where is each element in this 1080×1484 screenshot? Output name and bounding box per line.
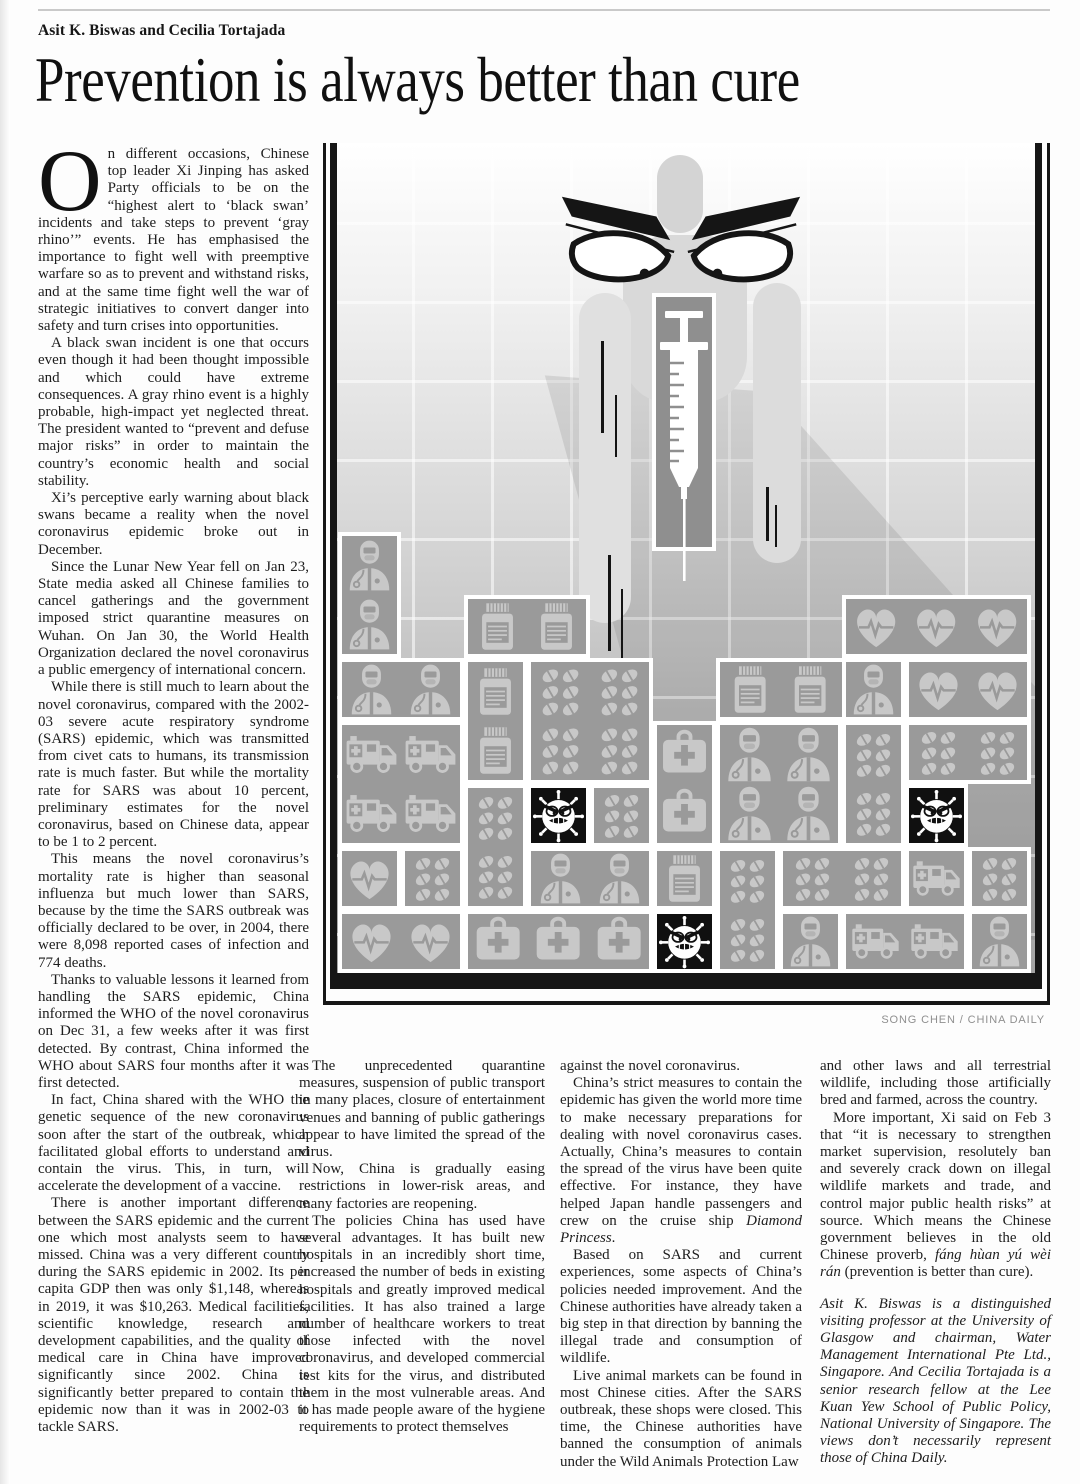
doctor-icon: [779, 725, 838, 784]
ship-name: Diamond Princess: [560, 1212, 802, 1247]
paragraph: The policies China has used have several advantages. It has built new hospitals in an incredibly short time, increased the number of beds in existing hospitals and greatly improved medical facilities. It has also trained a large number of healthcare workers to treat those infected with the novel coronavirus, and developed commercial test kits for the virus, and distributed them in the most vulnerable areas. And it has made people aware of the hygiene requirements to protect themselves: [299, 1212, 545, 1436]
pills-icon: [972, 851, 1027, 906]
pills-icon: [468, 788, 523, 847]
tetris-piece-pills: [779, 847, 905, 910]
tetris-piece-doctor: [716, 721, 842, 847]
pills-icon: [720, 851, 775, 910]
ambulance-icon: [401, 725, 460, 784]
tetris-piece-heart: [338, 910, 464, 973]
paragraph: On different occasions, Chinese top leader Xi Jinping has asked Party officials to be on the “highest alert to ‘black swan’ incidents and take steps to prevent ‘gray rhino’” events. He has emphasised the importance to fight well with preemptive warfare so as to prevent and withstand risks, and at the same time fight well the war of strategic initiatives to convert danger into safety and turn crises into opportunities.: [38, 133, 309, 335]
tetris-piece-bottle: [653, 847, 716, 910]
heart-icon: [342, 851, 397, 906]
illustration: [323, 143, 1050, 1005]
virus-icon: [657, 914, 712, 969]
illustration-credit: SONG CHEN / CHINA DAILY: [881, 1014, 1045, 1026]
paragraph: This means the novel coronavirus’s mortality rate is higher than seasonal influenza but much lower than SARS, because by the time the SARS outbreak was officially declared to be over, in 2004, there were 8,098 reported cases of infection and 774 deaths.: [38, 851, 309, 971]
ambulance-icon: [342, 784, 401, 843]
tetris-piece-doctor: [527, 847, 653, 910]
doctor-icon: [846, 662, 901, 717]
doctor-icon: [720, 784, 779, 843]
doctor-icon: [720, 725, 779, 784]
heart-icon: [968, 662, 1027, 717]
doctor-icon: [531, 851, 590, 906]
doctor-icon: [342, 595, 397, 654]
heart-icon: [401, 914, 460, 969]
top-rule: [38, 9, 1050, 11]
paragraph: Live animal markets can be found in most Chinese cities. After the SARS outbreak, these shops were closed. This time, the Chinese authorities have banned the consumption of animals under the Wild Animals Protection Law: [560, 1367, 802, 1470]
virus-icon: [909, 788, 964, 843]
paragraph: Xi’s perceptive early warning about black swans became a reality when the novel coronavirus epidemic broke out in December.: [38, 490, 309, 558]
paragraph: While there is still much to learn about the novel coronavirus, compared with the 2002-03 severe acute respiratory syndrome (SARS) epidemic, which was transmitted from civet cats to humans, its transmission rate is much faster. But while the mortality rate for SARS was about 10 percent, preliminary estimates for the novel coronavirus, based on Chinese data, appear to be 1 to 2 percent.: [38, 679, 309, 851]
paragraph: and other laws and all terrestrial wildlife, including those artificially bred and farmed, across the country.: [820, 1058, 1051, 1109]
heart-icon: [846, 599, 906, 654]
paragraph: There is another important difference between the SARS epidemic and the current one which most analysts seem to have missed. China was a very different country during the SARS epidemic in 2002. Its per capita GDP then was only $1,148, whereas in 2019, it was $10,263. Medical facilities, scientific knowledge, research and development capabilities, and the quality of medical care in China have improved significantly since 2002. China is significantly better prepared to contain the epidemic now than it was in 2002-03 to tackle SARS.: [38, 1195, 309, 1436]
pills-icon: [531, 662, 590, 721]
aid-icon: [657, 725, 712, 784]
tetris-piece-doctor: [968, 910, 1031, 973]
doctor-icon: [783, 914, 838, 969]
doctor-icon: [401, 662, 460, 717]
tetris-piece-ambulance: [842, 910, 968, 973]
tetris-piece-heart: [905, 658, 1031, 721]
tetris-piece-doctor: [779, 910, 842, 973]
tetris-piece-pills: [968, 847, 1031, 910]
paragraph: Now, China is gradually easing restrictions in lower-risk areas, and many factories are reopening.: [299, 1161, 545, 1212]
tetris-piece-virus: [905, 784, 968, 847]
pills-icon: [590, 721, 649, 780]
pills-icon: [968, 725, 1027, 780]
tetris-piece-bottle: [464, 595, 590, 658]
tetris-piece-doctor: [338, 658, 464, 721]
tetris-piece-pills: [401, 847, 464, 910]
heart-icon: [342, 914, 401, 969]
pills-icon: [909, 725, 968, 780]
paragraph: The unprecedented quarantine measures, suspension of public transport in many places, closure of entertainment venues and banning of public gatherings appear to have limited the spread of the virus.: [299, 1058, 545, 1161]
angry-eyes-icon: [555, 183, 807, 311]
aid-icon: [589, 914, 649, 969]
tetris-piece-pills: [527, 658, 653, 784]
tetris-piece-pills: [464, 784, 527, 910]
tetris-piece-pills: [905, 721, 1031, 784]
tetris-piece-doctor: [338, 532, 401, 658]
tetris-piece-pills: [590, 784, 653, 847]
doctor-icon: [972, 914, 1027, 969]
tetris-piece-ambulance: [905, 847, 968, 910]
author-bio: Asit K. Biswas is a distinguished visiting professor at the University of Glasgow and chairman, Water Management International Pte Ltd., Singapore. And Cecilia Tortajada is a senior research fellow at the Lee Kuan Yew School of Public Policy, National University of Singapore. The views don’t necessarily represent those of China Daily.: [820, 1295, 1051, 1467]
ambulance-icon: [342, 725, 401, 784]
ambulance-icon: [905, 914, 964, 969]
tetris-piece-aid: [653, 721, 716, 847]
ambulance-icon: [846, 914, 905, 969]
pills-icon: [594, 788, 649, 843]
paragraph: against the novel coronavirus.: [560, 1058, 740, 1074]
syringe-icon: [652, 293, 716, 613]
bottle-icon: [468, 721, 523, 780]
heart-icon: [906, 599, 966, 654]
article-column-1: [38, 133, 309, 1436]
paragraph: A black swan incident is one that occurs even though it had been thought impossible and which could have extreme consequences. A gray rhino event is a highly probable, high-impact yet neglected threat. The president wanted to “prevent and defuse major risks” in order to maintain the country’s economic health and social stability.: [38, 335, 309, 489]
tetris-piece-pills: [716, 847, 779, 973]
heart-icon: [967, 599, 1027, 654]
pills-icon: [468, 847, 523, 906]
headline: Prevention is always better than cure: [35, 45, 800, 115]
bottle-icon: [468, 599, 527, 654]
tetris-piece-virus: [653, 910, 716, 973]
tetris-piece-heart: [338, 847, 401, 910]
tetris-piece-pills: [842, 721, 905, 847]
tetris-piece-ambulance: [338, 721, 464, 847]
ambulance-icon: [909, 851, 964, 906]
byline: Asit K. Biswas and Cecilia Tortajada: [38, 22, 286, 39]
bottle-icon: [527, 599, 586, 654]
pills-icon: [720, 910, 775, 969]
aid-icon: [468, 914, 528, 969]
tetris-piece-bottle: [464, 658, 527, 784]
pills-icon: [846, 725, 901, 784]
bottle-icon: [720, 662, 780, 717]
doctor-icon: [779, 784, 838, 843]
paragraph: Thanks to valuable lessons it learned from handling the SARS epidemic, China informed the WHO of the novel coronavirus on Dec 31, a few weeks after it was first detected. By contrast, China informed the WHO about SARS four months after it was first detected.: [38, 971, 309, 1091]
page-edge-shading: [0, 0, 10, 1484]
heart-icon: [909, 662, 968, 717]
pills-icon: [846, 784, 901, 843]
ambulance-icon: [401, 784, 460, 843]
paragraph: Based on SARS and current experiences, some aspects of China’s policies needed improvement. And the Chinese authorities have already taken a big step in that direction by banning the illegal trade and consumption of wildlife.: [560, 1247, 802, 1367]
tetris-piece-doctor: [842, 658, 905, 721]
virus-icon: [531, 788, 586, 843]
article-column-3: [560, 1058, 802, 1471]
article-column-4: [820, 1058, 1051, 1468]
doctor-icon: [342, 662, 401, 717]
paragraph: China’s strict measures to contain the epidemic has given the world more time to make necessary preparations for dealing with novel coronavirus cases. Actually, China’s measures to contain the spread of the virus have been quite effective. For instance, they have helped Japan handle passengers and crew on the cruise ship Diamond Princess.: [560, 1075, 802, 1247]
chinese-proverb: fáng hùan yú wèi rán: [820, 1247, 1051, 1281]
pills-icon: [842, 851, 901, 906]
article-column-2: [299, 1058, 545, 1436]
tetris-piece-virus: [527, 784, 590, 847]
pills-icon: [531, 721, 590, 780]
bottle-icon: [780, 662, 840, 717]
paragraph: In fact, China shared with the WHO the genetic sequence of the new coronavirus soon after the start of the outbreak, which facilitated global efforts to understand and contain the virus. This, in turn, will accelerate the development of a vaccine.: [38, 1092, 309, 1195]
bottle-icon: [468, 662, 523, 721]
pills-icon: [590, 662, 649, 721]
doctor-icon: [342, 536, 397, 595]
doctor-icon: [590, 851, 649, 906]
bottle-icon: [657, 851, 712, 906]
paragraph: Since the Lunar New Year fell on Jan 23, State media asked all Chinese families to cancel gatherings and the government imposed strict quarantine measures on Wuhan. On Jan 30, the World Health Organization declared the novel coronavirus a public emergency of international concern.: [38, 558, 309, 679]
pills-icon: [783, 851, 842, 906]
drop-cap: O: [38, 133, 102, 230]
pills-icon: [405, 851, 460, 906]
tetris-piece-heart: [842, 595, 1031, 658]
paragraph: More important, Xi said on Feb 3 that “it is necessary to strengthen market supervision, resolutely ban and severely crack down on illegal wildlife markets and trade, and control major public health risks” at source. Which means the Chinese government believes in the old Chinese proverb, fáng hùan yú wèi rán (prevention is better than cure).: [820, 1109, 1051, 1281]
tetris-piece-aid: [464, 910, 653, 973]
aid-icon: [657, 784, 712, 843]
aid-icon: [528, 914, 588, 969]
